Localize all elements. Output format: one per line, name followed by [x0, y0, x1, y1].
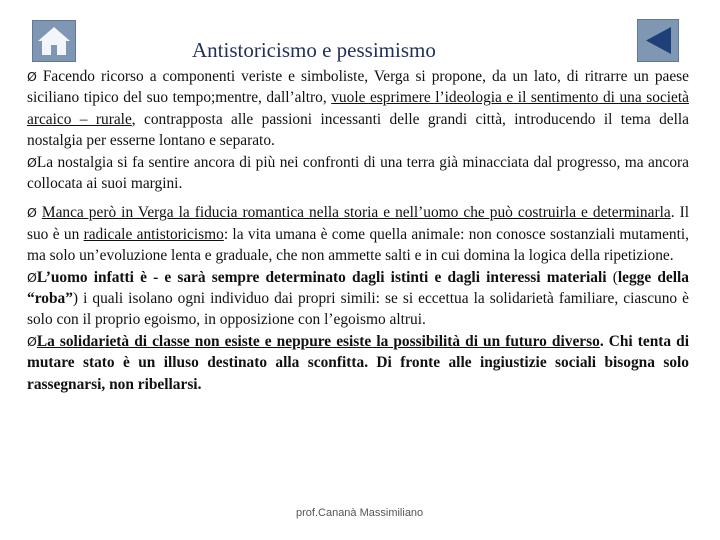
paragraph-4-text-a: ( [606, 268, 618, 286]
home-button[interactable] [32, 20, 76, 62]
home-icon [33, 21, 75, 61]
paragraph-2-text: La nostalgia si fa sentire ancora di più nei confronti di una terra già minacciata dal progresso, ma ancora collocata ai suoi margini. [27, 153, 689, 193]
paragraph-5-text: . Chi tenta di mutare stato è un illuso destinato alla sconfitta. Di fronte alle ingiustizie sociali bisogna solo rassegnarsi, non ribellarsi. [27, 332, 689, 393]
paragraph-3-text-a: . Il suo è un [27, 204, 689, 243]
page-title: Antistoricismo e pessimismo [192, 38, 436, 62]
paragraph-3-underlined-b: radicale antistoricismo [83, 225, 224, 243]
back-button[interactable] [637, 19, 679, 62]
paragraph-3 [27, 202, 689, 395]
arrow-bullet-icon: Ø [27, 69, 37, 84]
paragraph-1 [27, 66, 689, 194]
paragraph-1-text-b: , contrapposta alle passioni incessanti delle grandi città, introducendo il tema della nostalgia per esserne lontano e separato. [27, 110, 689, 150]
paragraph-4-bold-a: L’uomo infatti è - e sarà sempre determinato dagli istinti e dagli interessi materiali [36, 268, 607, 286]
footer-author: prof.Cananà Massimiliano [296, 507, 424, 519]
slide-content [27, 66, 689, 403]
paragraph-4-bold-b: legge della “roba” [27, 268, 689, 308]
paragraph-1-text-a: Facendo ricorso a componenti veriste e simboliste, Verga si propone, da un lato, di ritrarre un paese siciliano tipico del suo tempo;mentre, dall’altro, [27, 68, 689, 107]
paragraph-4-text-b: ) i quali isolano ogni individuo dai propri simili: se si eccettua la solidarietà familiare, ciascuno è solo con il proprio egoismo, in opposizione con l’egoismo altrui. [27, 290, 689, 329]
paragraph-5-underlined: La solidarietà di classe non esiste e neppure esiste la possibilità di un futuro diverso [36, 332, 600, 350]
arrow-bullet-icon: Ø [27, 269, 37, 285]
arrow-bullet-icon: Ø [27, 154, 37, 170]
arrow-bullet-icon: Ø [27, 333, 37, 349]
paragraph-3-underlined-a: Manca però in Verga la fiducia romantica nella storia e nell’uomo che può costruirla e determinarla [41, 204, 671, 222]
back-triangle-icon [638, 20, 678, 61]
paragraph-3-text-b: : la vita umana è come quella animale: non conosce sostanziali mutamenti, ma solo un’evoluzione lenta e graduale, che non ammette salti e in cui domina la logica della ripetizione. [27, 225, 689, 265]
arrow-bullet-icon: Ø [27, 205, 37, 221]
paragraph-1-underlined: vuole esprimere l’ideologia e il sentimento di una società arcaico – rurale [27, 89, 689, 128]
